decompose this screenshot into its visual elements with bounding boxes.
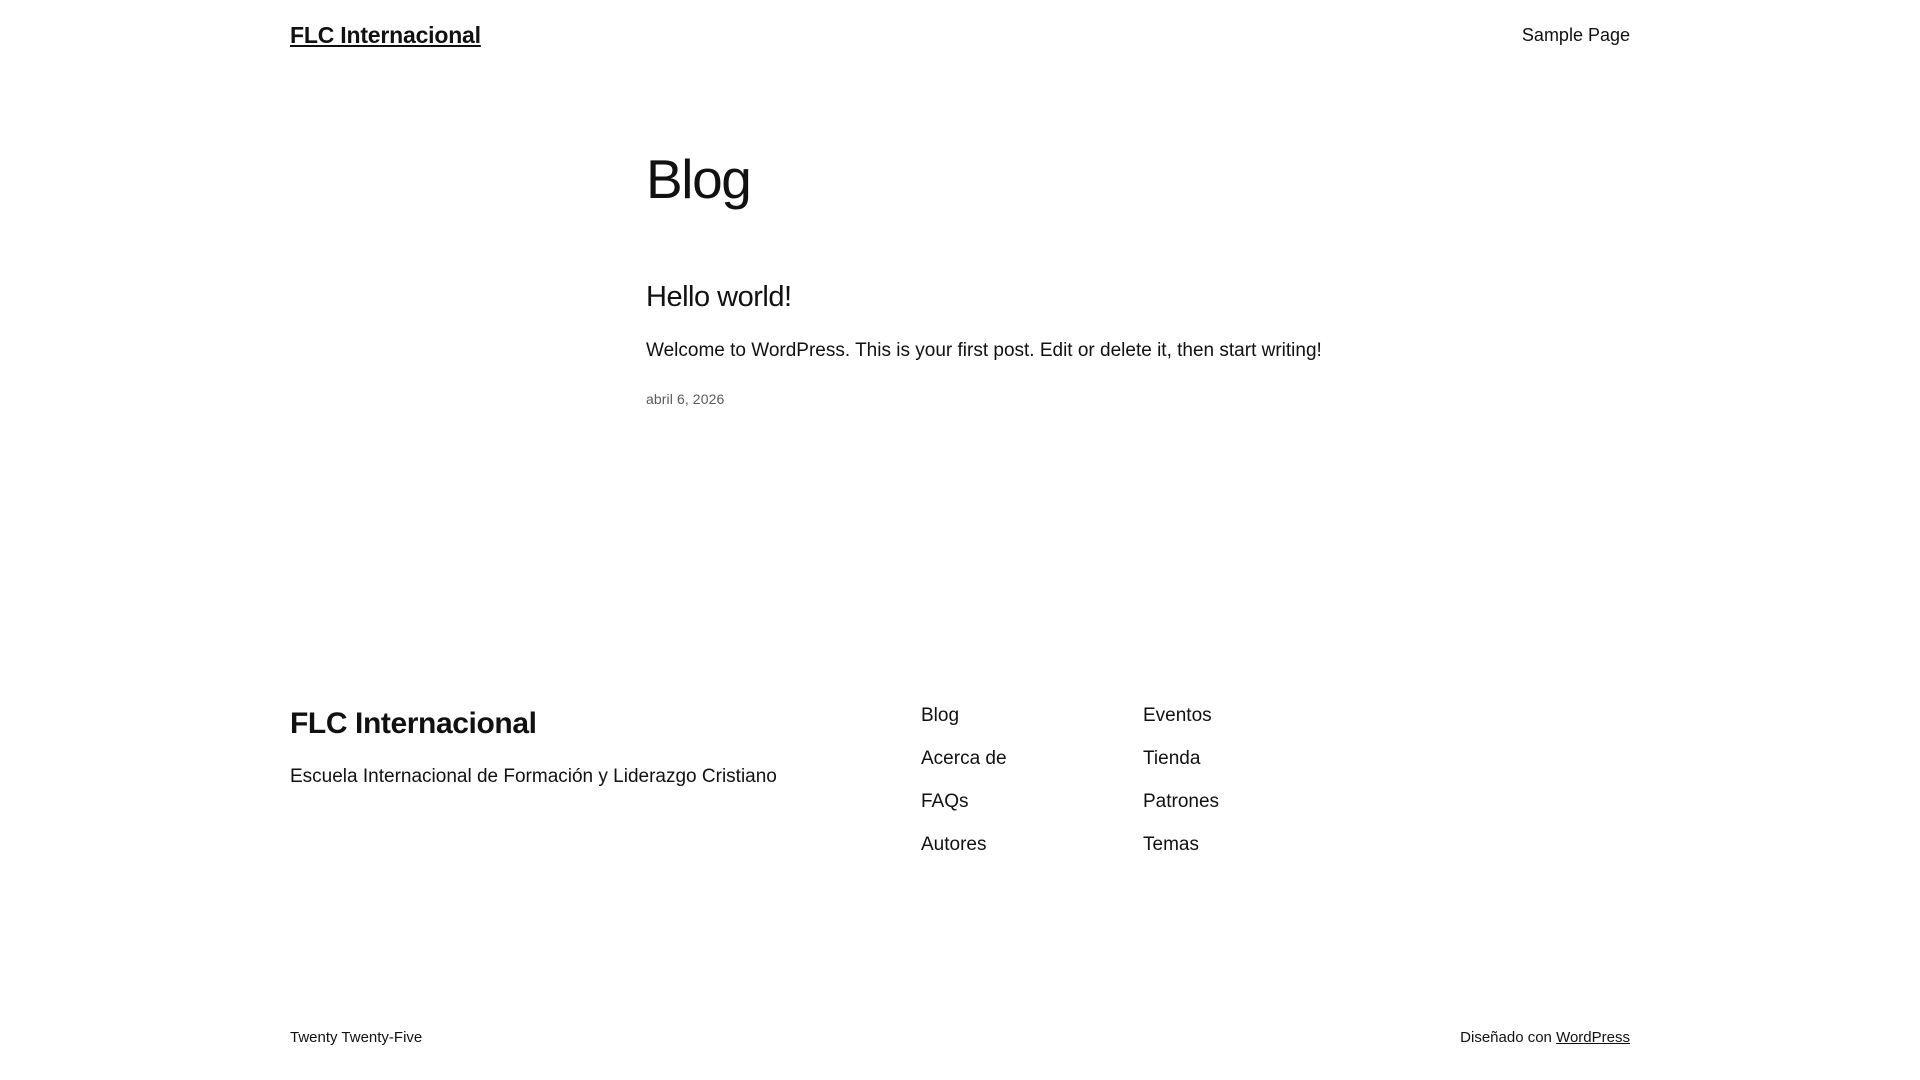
site-header [0, 0, 1920, 50]
footer-navigation [921, 706, 1365, 856]
site-footer [0, 705, 1920, 1046]
page-title: Blog [646, 147, 751, 210]
footer-column-1 [921, 706, 1143, 856]
post-excerpt: Welcome to WordPress. This is your first post. Edit or delete it, then start writing! [646, 339, 1322, 361]
post-date: abril 6, 2026 [646, 391, 725, 408]
footer-tagline: Escuela Internacional de Formación y Liderazgo Cristiano [290, 766, 777, 787]
post-title-link[interactable]: Hello world! [646, 281, 792, 314]
footer-credit-prefix: Diseñado con [1460, 1029, 1552, 1046]
wordpress-link[interactable]: WordPress [1556, 1029, 1630, 1046]
main-content [0, 149, 1920, 408]
footer-link-autores[interactable]: Autores [921, 833, 987, 855]
footer-link-blog[interactable]: Blog [921, 705, 960, 726]
primary-navigation [1522, 25, 1630, 47]
footer-site-title: FLC Internacional [290, 707, 537, 740]
footer-bottom [290, 1029, 1630, 1046]
footer-top [290, 706, 1630, 856]
theme-name: Twenty Twenty-Five [290, 1029, 423, 1046]
footer-link-tienda[interactable]: Tienda [1143, 747, 1201, 769]
footer-credit [1460, 1029, 1630, 1046]
post-list [646, 280, 1630, 407]
post-title [646, 280, 1630, 315]
list-item [646, 280, 1630, 407]
footer-link-acerca-de[interactable]: Acerca de [921, 747, 1007, 769]
footer-brand [290, 706, 777, 791]
footer-link-eventos[interactable]: Eventos [1143, 705, 1212, 726]
footer-link-temas[interactable]: Temas [1143, 833, 1199, 855]
footer-link-faqs[interactable]: FAQs [921, 790, 969, 812]
nav-item-sample-page[interactable]: Sample Page [1521, 25, 1630, 45]
footer-column-2 [1143, 706, 1365, 856]
site-title[interactable]: FLC Internacional [290, 22, 481, 48]
footer-link-patrones[interactable]: Patrones [1143, 790, 1220, 812]
